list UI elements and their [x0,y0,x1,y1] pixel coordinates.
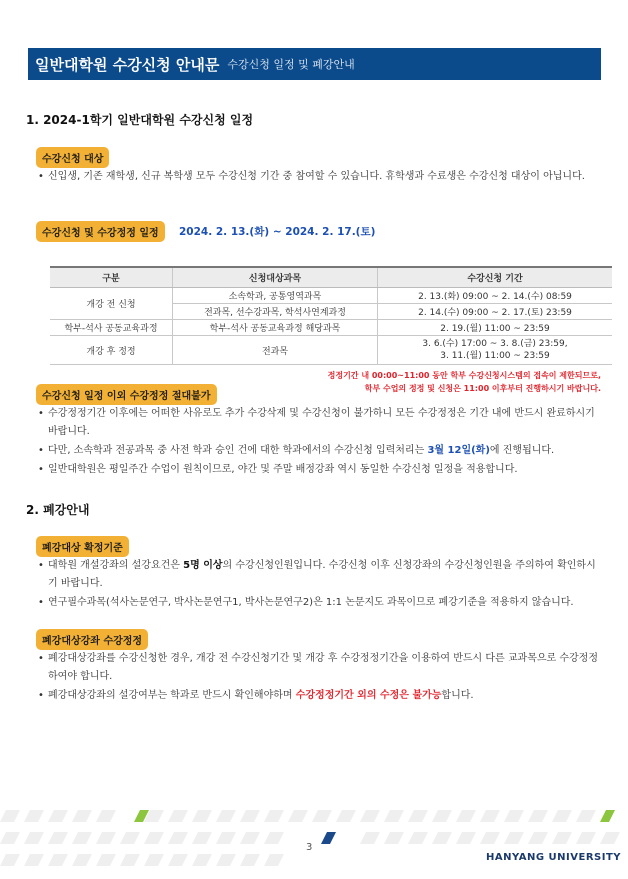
table-row [50,288,612,304]
note-line: 정정기간 내 00:00~11:00 동안 학부 수강신청시스템의 접속이 제한되므로, [327,371,601,380]
bullet-dot: • [38,597,44,608]
note-line: 학부 수업의 정정 및 신청은 11:00 이후부터 진행하시기 바랍니다. [364,384,601,393]
table-cell: 학부-석사 공동교육과정 [50,320,173,336]
change-closed-bullet [38,650,604,686]
bullet-text [48,557,604,593]
bullet-dot: • [38,408,44,419]
text-segment: 의 수강신청인원입니다. 수강신청 이후 신청강좌의 수강신청인원을 주의하여 확인하시기 바랍니다. [48,560,596,589]
bullet-text: 신입생, 기존 재학생, 신규 복학생 모두 수강신청 기간 중 참여할 수 있습니다. 휴학생과 수료생은 수강신청 대상이 아닙니다. [48,171,585,182]
table-cell: 전과목, 선수강과목, 학석사연계과정 [173,304,378,320]
table-cell: 전과목 [173,336,378,365]
change-closed-bullet [38,687,604,705]
title-banner [28,48,601,80]
section1-heading: 1. 2024-1학기 일반대학원 수강신청 일정 [26,113,254,127]
table-cell: 학부-석사 공동교육과정 해당과목 [173,320,378,336]
bullet-text: 일반대학원은 평일주간 수업이 원칙이므로, 야간 및 주말 배정강좌 역시 동일한 수강신청 일정을 적용합니다. [48,464,518,475]
criteria-tag: 폐강대상 확정기준 [36,536,129,557]
table-row [50,336,612,365]
text-segment: 다만, 소속학과 전공과목 중 사전 학과 승인 건에 대한 학과에서의 수강신청 입력처리는 [48,445,428,456]
page-number: 3 [306,842,313,853]
section2-heading: 2. 폐강안내 [26,503,90,517]
text-segment: 대학원 개설강좌의 설강요건은 [48,560,184,571]
document-subtitle: 수강신청 일정 및 폐강안내 [227,58,355,71]
criteria-bullet [38,594,604,612]
highlight-date: 3월 12일(화) [427,445,490,456]
table-row [50,320,612,336]
table-cell: 개강 후 정정 [50,336,173,365]
period-line: 3. 6.(수) 17:00 ~ 3. 8.(금) 23:59, [422,339,568,349]
table-header: 수강신청 기간 [378,267,613,288]
stripe-accent [321,832,336,844]
table-cell: 소속학과, 공통영역과목 [173,288,378,304]
no-change-bullet [38,442,604,460]
warning-note [290,369,601,395]
bullet-dot: • [38,653,44,664]
bullet-dot: • [38,171,44,182]
no-change-tag: 수강신청 일정 이외 수강정정 절대불가 [36,384,217,405]
period-line: 3. 11.(월) 11:00 ~ 23:59 [440,351,550,361]
stripe-accent [600,810,615,822]
document-title: 일반대학원 수강신청 안내문 [35,55,220,74]
no-change-bullet [38,461,604,479]
text-segment: 합니다. [441,690,474,701]
no-change-bullet [38,405,604,441]
table-cell: 2. 19.(월) 11:00 ~ 23:59 [378,320,613,336]
table-header: 구분 [50,267,173,288]
table-cell: 개강 전 신청 [50,288,173,320]
period-dates: 2024. 2. 13.(화) ~ 2024. 2. 17.(토) [179,226,376,238]
bullet-text: 연구필수과목(석사논문연구, 박사논문연구1, 박사논문연구2)은 1:1 논문지도 과목이므로 폐강기준을 적용하지 않습니다. [48,597,574,608]
bullet-dot: • [38,690,44,701]
bullet-text [48,442,604,460]
text-segment: 폐강대상강좌의 설강여부는 학과로 반드시 확인해야하며 [48,690,296,701]
highlight-min: 5명 이상 [183,560,223,571]
text-segment: 에 진행됩니다. [489,445,555,456]
university-logo-text: HANYANG UNIVERSITY [486,852,622,863]
bullet-dot: • [38,560,44,571]
table-cell: 2. 14.(수) 09:00 ~ 2. 17.(토) 23:59 [378,304,613,320]
bullet-dot: • [38,464,44,475]
bullet-dot: • [38,445,44,456]
target-tag: 수강신청 대상 [36,147,109,168]
target-bullet [38,168,604,186]
period-tag: 수강신청 및 수강정정 일정 [36,221,165,242]
table-header: 신청대상과목 [173,267,378,288]
highlight-warning: 수강정정기간 외의 수정은 불가능 [295,690,442,701]
table-header-row [50,267,612,288]
table-cell: 2. 13.(화) 09:00 ~ 2. 14.(수) 08:59 [378,288,613,304]
criteria-bullet [38,557,604,593]
table-cell [378,336,613,365]
bullet-text: 폐강대상강좌를 수강신청한 경우, 개강 전 수강신청기간 및 개강 후 수강정정기간을 이용하여 반드시 다른 교과목으로 수강정정하여야 합니다. [48,653,599,682]
schedule-table [50,266,612,365]
bullet-text: 수강정정기간 이후에는 어떠한 사유로도 추가 수강삭제 및 수강신청이 불가하니 모든 수강정정은 기간 내에 반드시 완료하시기 바랍니다. [48,408,595,437]
bullet-text [48,687,604,705]
change-closed-tag: 폐강대상강좌 수강정정 [36,629,148,650]
